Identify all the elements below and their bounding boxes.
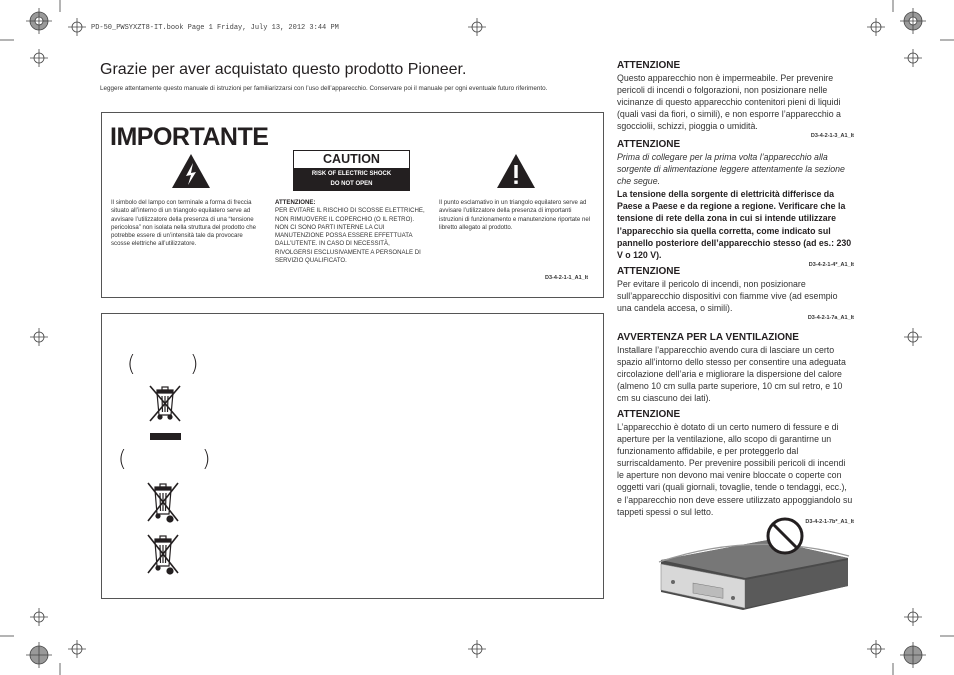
section-ref: D3-4-2-1-4*_A1_It bbox=[808, 261, 854, 268]
section-text: L’apparecchio è dotato di un certo numero di fessure e di aperture per la ventilazione, allo scopo di garantirne un funzionamento affidabile, e per proteggerlo dal surriscaldamento. Per prevenire possibili pericoli di incendi le aperture non devono mai venire bloccate o coperte con oggetti vari (quali giornali, tovaglie, tende o tendaggi, ecc.), e l’apparecchio non deve essere utilizzato appoggiandolo su tappeti spessi o sul letto. bbox=[617, 422, 853, 517]
file-header: PD-50_PWSYXZT8-IT.book Page 1 Friday, July 13, 2012 3:44 PM bbox=[91, 24, 339, 32]
prohibition-icon bbox=[765, 516, 805, 556]
weee-bar bbox=[150, 433, 181, 440]
intro-text: Leggere attentamente questo manuale di istruzioni per familiarizzarsi con l’uso dell’apparecchio. Conservare poi il manuale per ogni eventuale futuro riferimento. bbox=[100, 85, 548, 92]
registration-target-top-right bbox=[900, 8, 926, 34]
paren-open-2: ( bbox=[118, 447, 127, 472]
caution-title: CAUTION bbox=[294, 151, 409, 168]
section-openings bbox=[617, 409, 854, 525]
section-text: Per evitare il pericolo di incendi, non posizionare sull’apparecchio dispositivi con fiamme vive (ad esempio una candela accesa, o simili). bbox=[617, 279, 838, 314]
exclamation-warning-icon bbox=[496, 153, 536, 189]
lightning-description: Il simbolo del lampo con terminale a forma di freccia situato all’interno di un triangolo equilatero serve ad avvisare l’utilizzatore della presenza di una “tensione pericolosa” non isolata nella struttura del prodotto che potrebbe essere di un’intensità tale da provocare scosse elettriche all’utilizzatore. bbox=[111, 199, 256, 248]
attention-block bbox=[275, 199, 425, 265]
thanks-heading: Grazie per aver acquistato questo prodotto Pioneer. bbox=[100, 61, 467, 78]
section-heading: ATTENZIONE bbox=[617, 266, 681, 277]
covered-device-illustration bbox=[653, 520, 853, 612]
paren-close-2: ) bbox=[202, 447, 211, 472]
lightning-warning-icon bbox=[171, 153, 211, 189]
section-fire bbox=[617, 266, 854, 321]
registration-target-bottom-left bbox=[26, 642, 52, 668]
paren-open-1: ( bbox=[127, 352, 136, 377]
attention-label: ATTENZIONE: bbox=[275, 199, 316, 206]
section-heading: ATTENZIONE bbox=[617, 60, 681, 71]
paren-close-1: ) bbox=[190, 352, 199, 377]
registration-target-top-left bbox=[26, 8, 52, 34]
section-bold-text: La tensione della sorgente di elettricità differisce da Paese a Paese e da regione a regione. Verificare che la tensione di rete della zona in cui si intende utilizzare l’apparecchio sia quella corretta, come indicato sul pannello posteriore dell’apparecchio stesso (ad es.: 230 V o 120 V). bbox=[617, 189, 852, 260]
importante-ref: D3-4-2-1-1_A1_It bbox=[545, 275, 589, 281]
section-ventilation bbox=[617, 332, 854, 404]
section-ref: D3-4-2-1-3_A1_It bbox=[810, 133, 854, 140]
section-heading: AVVERTENZA PER LA VENTILAZIONE bbox=[617, 332, 799, 343]
section-ref: D3-4-2-1-7a_A1_It bbox=[807, 315, 854, 322]
crossed-bin-icon-3 bbox=[143, 530, 183, 578]
section-text: Questo apparecchio non è impermeabile. Per prevenire pericoli di incendi o folgorazioni, non posizionare nelle vicinanze di questo apparecchio contenitori pieni di liquidi (quali vasi da fiori, o simili), e non esporre l’apparecchio a sgocciolii, schizzi, pioggia o umidità. bbox=[617, 73, 841, 132]
section-voltage bbox=[617, 139, 854, 268]
section-text: Installare l’apparecchio avendo cura di lasciare un certo spazio all’intorno dello stesso per consentire una adeguata circolazione dell’aria e migliorare la dispersione del calore (almeno 10 cm sulla parte superiore, 10 cm sul retro, e 10 cm su ciascuno dei lati). bbox=[617, 345, 846, 404]
caution-line-2: DO NOT OPEN bbox=[330, 181, 373, 187]
registration-target-bottom-right bbox=[900, 642, 926, 668]
attention-text: PER EVITARE IL RISCHIO DI SCOSSE ELETTRICHE, NON RIMUOVERE IL COPERCHIO (O IL RETRO). NON CI SONO PARTI INTERNE LA CUI MANUTENZIONE POSSA ESSERE EFFETTUATA DALL’UTENTE. IN CASO DI NECESSITÀ, RIVOLGERSI ESCLUSIVAMENTE A PERSONALE DI SERVIZIO QUALIFICATO. bbox=[275, 207, 425, 265]
section-waterproof bbox=[617, 60, 854, 139]
section-heading: ATTENZIONE bbox=[617, 139, 681, 150]
section-heading: ATTENZIONE bbox=[617, 409, 681, 420]
section-italic-text: Prima di collegare per la prima volta l’apparecchio alla sorgente di alimentazione leggere attentamente la sezione che segue. bbox=[617, 152, 845, 187]
caution-line-1: RISK OF ELECTRIC SHOCK bbox=[311, 171, 392, 177]
crossed-bin-icon-2 bbox=[143, 478, 183, 526]
caution-label bbox=[293, 150, 410, 191]
exclamation-description: Il punto esclamativo in un triangolo equilatero serve ad avvisare l’utilizzatore della presenza di importanti istruzioni di funzionamento e manutenzione riportate nel libretto allegato al prodotto. bbox=[439, 199, 591, 231]
crossed-bin-icon bbox=[145, 381, 185, 425]
importante-title: IMPORTANTE bbox=[110, 123, 269, 151]
caution-subtitle bbox=[294, 168, 409, 190]
section-ref: D3-4-2-1-7b*_A1_It bbox=[805, 518, 854, 525]
